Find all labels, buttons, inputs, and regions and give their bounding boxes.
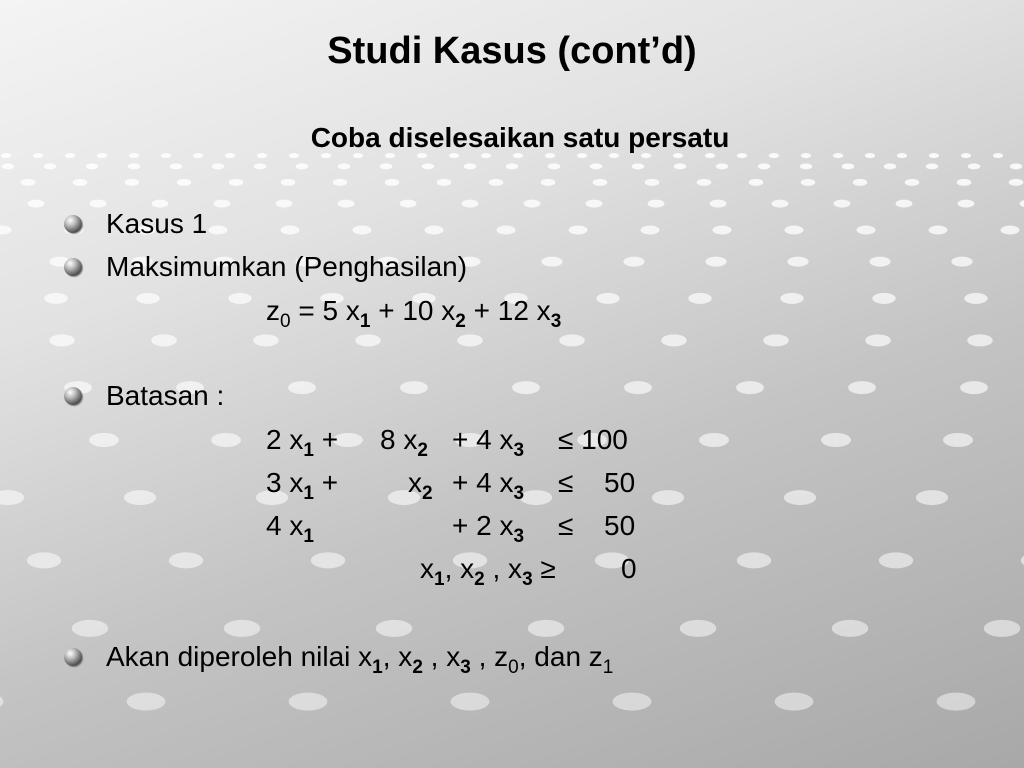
bullet-text-kasus: Kasus 1 — [106, 208, 208, 239]
bullet-text-akan: Akan diperoleh nilai $x_1$, $x_2$ , $x_3$ , $z_0$, dan $z_1$ — [106, 641, 614, 678]
constraint-2-rhs: 50 — [604, 467, 636, 498]
bullet-batasan — [64, 380, 224, 412]
bullet-kasus — [64, 208, 207, 240]
constraint-1-term-c: 8 $x_2$ — [380, 424, 428, 461]
bullet-sphere-icon — [64, 387, 82, 405]
constraint-1-term-a: 2 $x_1$ + — [266, 424, 339, 461]
nonnegativity-terms: $x_1$, $x_2$ , $x_3$ ≥ — [420, 553, 556, 590]
constraint-3-le: ≤ — [558, 510, 574, 541]
constraint-3-rhs: 50 — [604, 510, 636, 541]
bullet-maksimumkan — [64, 251, 467, 283]
constraint-2-term-c: $x_2$ — [408, 467, 433, 504]
bullet-sphere-icon — [64, 648, 82, 666]
constraint-3-term-a: 4 $x_1$ — [266, 510, 314, 547]
objective-sub3: 3 — [550, 311, 562, 332]
slide-subtitle: Coba diselesaikan satu persatu — [310, 122, 730, 153]
bullet-text-maksimumkan: Maksimumkan (Penghasilan) — [106, 251, 468, 282]
constraint-2-term-a: 3 $x_1$ + — [266, 467, 339, 504]
bullet-text-batasan: Batasan : — [106, 380, 225, 411]
objective-term2: + 10 x — [370, 295, 456, 326]
nonnegativity-rhs: 0 — [621, 553, 637, 584]
objective-term3: + 12 x — [465, 295, 551, 326]
bullet-sphere-icon — [64, 215, 82, 233]
constraint-1-term-d: + 4 $x_3$ — [452, 424, 525, 461]
objective-sub1: 1 — [359, 311, 371, 332]
constraint-1-rhs: ≤ 100 — [558, 424, 628, 455]
objective-function — [266, 295, 562, 332]
objective-sub2: 2 — [455, 311, 466, 332]
constraint-2-le: ≤ — [558, 467, 574, 498]
bullet-sphere-icon — [64, 258, 82, 276]
objective-z-subscript: 0 — [280, 311, 291, 332]
slide-title: Studi Kasus (cont’d) — [327, 30, 697, 72]
objective-z: z — [266, 295, 280, 326]
constraint-3-term-d: + 2 $x_3$ — [452, 510, 525, 547]
constraint-2-term-d: + 4 $x_3$ — [452, 467, 525, 504]
bullet-akan — [64, 641, 614, 678]
objective-term1: = 5 x — [290, 295, 360, 326]
